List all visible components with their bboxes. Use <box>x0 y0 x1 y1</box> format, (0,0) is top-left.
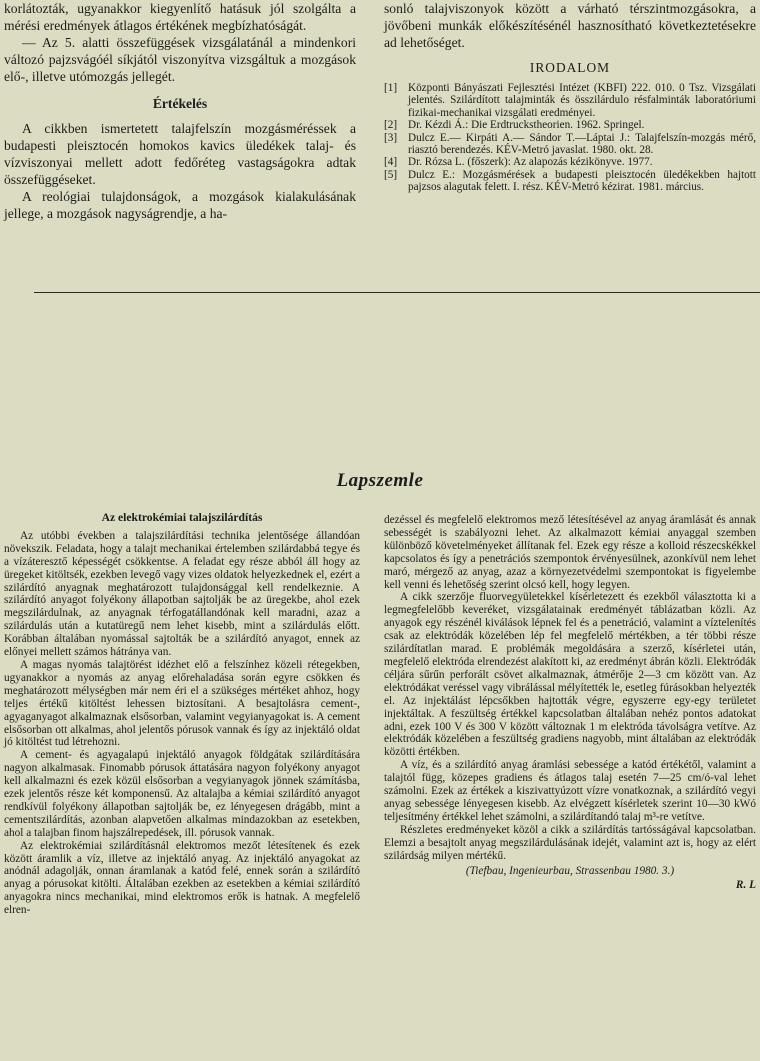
horizontal-divider <box>34 292 760 293</box>
body-paragraph: A magas nyomás talajtörést idézhet elő a felszínhez közeli rétegekben, ugyanakkor a nyomás az anyag előrehaladása során egyre csökken és meghatározott mélységben már nem éri el a szükséges mértéket ahhoz, hogy teljes értékű kitöltést lehessen biztosítani. A besajtolásra cement-, agyaganyagot alkalmaznak elsősorban, valamint vegyianyagokat is. A cement elsősorban ott alkalmas, ahol jelentős pórusok vannak és így az injektáló oldat jó kitöltést tud létrehozni. <box>4 658 360 749</box>
body-paragraph: A víz, és a szilárdító anyag áramlási sebessége a katód értékétől, valamint a talajtól függ, közepes gradiens és átlagos talaj esetén 7—25 cm/ó-val lehet számolni. Ezek az értékek a kiszivattyúzott vízre vonatkoznak, a szilárdító vegyi anyag sebessége lényegesen kisebb. Az elvégzett kísérletek szerint 10—30 kWó teljesítmény értékkel lehet számolni, a szilárdítandó talaj m³-re vetítve. <box>384 759 756 823</box>
body-paragraph: Az utóbbi években a talajszilárdítási technika jelentősége állandóan növekszik. Feladata, hogy a talajt mechanikai értelemben szilárdabbá tegye és a vízáteresztő képességét csökkentse. A feladat egy része abból áll hogy az üregeket kitöltsék, ezekben levegő vagy vizes oldatok helyezkednek el, ezért a szilárdító anyagnak meghatározott tulajdonsággal kell rendelkeznie. A szilárdító anyagot folyékony állapotban sajtolják be az üregekbe, ahol ezek megszilárdulnak, az anyagnak térfogatállandónak kell maradni, azaz a szilárdulás után a kutatüregű nem lehet kisebb, mint a szilárdulás előtt. Korábban általában nyomással sajtolták be a szilárdító anyagot, ennek az előnyei mellett számos hátránya van. <box>4 529 360 659</box>
body-paragraph: A cikk szerzője fluorvegyületekkel kísérletezett és ezekből választotta ki a legmegfelelőbb keveréket, vizsgálatainak eredményét táblázatban közli. Az anyagok egy részénél kiválások lépnek fel és a penetráció, valamint a víztelenítés csak az elektródák közelében lép fel megfelelő mértékben, a tér többi része szilárdítatlan marad. E problémák megoldására a szerző, kísérletei után, megfelelő elektróda elrendezést alakított ki, az eredményt ábrán közli. Elektródák céljára sűrűn perforált csövet alkalmaznak, átmérője 2—3 cm között van. Az elektródákat veréssel vagy vibrálással mélyítették le, esetleg fúrásokban helyezték el. Az injektálást lépcsőkben hajtották végre, egyszerre egy-egy területet injektáltak. A feszültség értékkel kapcsolatban általában nehéz pontos adatokat adni, ezek 100 V és 300 V között változnak 1 m elektróda távolságra vetítve. Az elektródák közelében a feszültség gradiens nagyobb, mint általában az elektródák közötti értékben. <box>384 591 756 759</box>
reference-number: [3] <box>384 131 398 144</box>
section-heading-evaluation: Értékelés <box>152 96 208 111</box>
reference-item <box>384 156 756 168</box>
references-heading: IRODALOM <box>529 60 611 75</box>
reference-text: Dr. Rózsa L. (főszerk): Az alapozás kézikönyve. 1977. <box>408 156 653 169</box>
reference-text: Központi Bányászati Fejlesztési Intézet (KBFI) 222. 010. 0 Tsz. Vizsgálati jelentés. Szilárdított talajminták és összilárdulo résfalminták laboratóriumi fizikai-mechanikai vizsgálati eredményei. <box>408 82 756 119</box>
top-left-column <box>4 0 356 222</box>
article-left-column <box>4 512 360 917</box>
continuation-paragraph: korlátozták, ugyanakkor kiegyenlítő hatásuk jól szolgálta a mérési eredmények átlagos értékének megbízhatóságát. <box>4 1 356 33</box>
reference-text: Dulcz E.— Kirpáti A.— Sándor T.—Láptai J.: Talajfelszín-mozgás mérő, riasztó berendezés. KÉV-Metró javaslat. 1980. okt. 28. <box>408 131 756 157</box>
body-paragraph: Az elektrokémiai szilárdításnál elektromos mezőt létesítenek és ezek között áramlik a víz, illetve az injektáló anyag. Az injektáló anyagokat az anódnál adagolják, onnan áramlanak a katód felé, ennek során a szilárdító anyag a pórusokat kitölti. Általában ezekben az esetekben a kémiai szilárdító anyagokra nincs mechanikai, mind elektromos erők is hatnak. A megfelelő elren- <box>4 839 360 917</box>
body-paragraph: Részletes eredményeket közöl a cikk a szilárdítás tartósságával kapcsolatban. Elemzi a besajtolt anyag megszilárdulásának idejét, valamint azt is, hogy az elért szilárdság milyen mértékű. <box>384 823 756 862</box>
reference-number: [4] <box>384 156 398 169</box>
author-signature: R. L <box>735 879 756 892</box>
body-paragraph: — Az 5. alatti összefüggések vizsgálatánál a mindenkori változó pajzsvágóél síkjától viszonyítva vizsgáltuk a mozgások elő-, illetve utómozgás jellegét. <box>4 35 356 84</box>
reference-item <box>384 119 756 131</box>
reference-number: [2] <box>384 119 398 132</box>
reference-number: [1] <box>384 82 398 94</box>
reference-item <box>384 169 756 194</box>
continuation-paragraph: sonló talajviszonyok között a várható térszintmozgásokra, a jövőbeni munkák előkészítésénél hasznosítható következtetésekre ad lehetőséget. <box>384 1 756 50</box>
reference-text: Dulcz E.: Mozgásmérések a budapesti pleisztocén üledékekben hajtott pajzsos alagutak felett. I. rész. KÉV-Metró kézirat. 1981. március. <box>408 168 756 194</box>
reference-list <box>384 82 756 194</box>
reference-item <box>384 82 756 119</box>
top-right-column <box>384 0 756 194</box>
reference-item <box>384 132 756 157</box>
page-title: Lapszemle <box>336 470 424 491</box>
body-paragraph: A cement- és agyagalapú injektáló anyagok földgátak szilárdítására nagyon alkalmasak. Finomabb pórusok áttatására nagyon folyékony anyagot kell alkalmazni és ezek közül elsősorban a vegyianyagok jönnek számításba, ezek jelentős része két komponensű. Az altalajba a kémiai szilárdító anyagot rendkívül folyékony állapotban sajtolják be, ez lényegesen drágább, mint a cementszilárdítás, azonban alapvetően alkalmas mindazokban az esetekben, ahol a talajban finom hajszálrepedések, ill. pórusok vannak. <box>4 749 360 839</box>
article-title: Az elektrokémiai talajszilárdítás <box>101 511 263 524</box>
reference-number: [5] <box>384 168 398 181</box>
body-paragraph: A reológiai tulajdonságok, a mozgások kialakulásának jellege, a mozgások nagyságrendje, a ha- <box>4 189 356 221</box>
body-paragraph: A cikkben ismertetett talajfelszín mozgásméréssek a budapesti pleisztocén homokos kavics üledékek talaj- és vízviszonyai mellett adott fedőréteg vastagságokra adtak összefüggéseket. <box>4 121 356 187</box>
article-right-column <box>384 514 756 892</box>
body-paragraph: dezéssel és megfelelő elektromos mező létesítésével az anyag áramlását és annak sebességét is szabályozni lehet. Az alkalmazott kémiai anyaggal szemben különböző követelményeket állítanak fel. Ezek egy része a kolloid részecskékkel kapcsolatos és így a penetrációs szempontok érvényesülnek, azonkívül nem lehet maró, mérgező az anyag, azaz a környezetvédelmi szempontokat is figyelembe kell venni és lehetőség szerint olcsó kell, hogy legyen. <box>384 514 756 591</box>
article-source: (Tiefbau, Ingenieurbau, Strassenbau 1980. 3.) <box>465 865 675 878</box>
reference-text: Dr. Kézdi Á.: Die Erdtruckstheorien. 1962. Springel. <box>408 119 645 132</box>
